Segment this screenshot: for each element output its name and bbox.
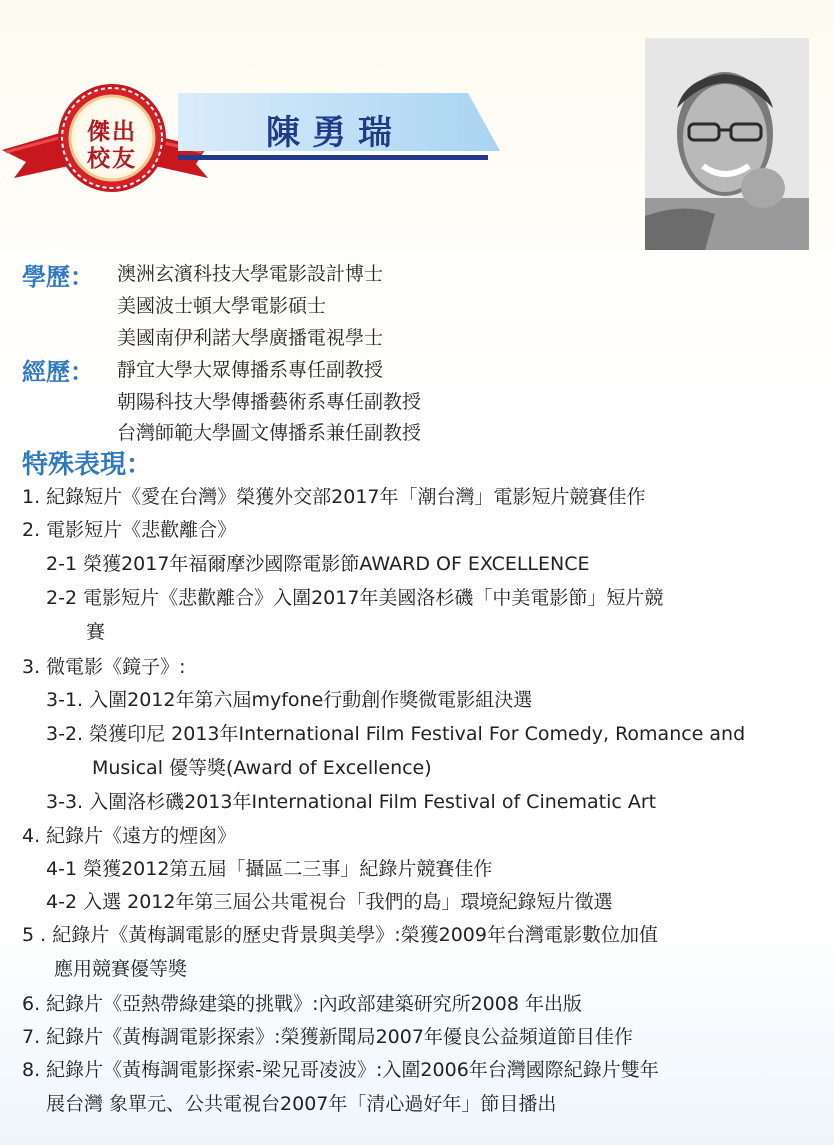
achievement-line: 2-2 電影短片《悲歡離合》入圍2017年美國洛杉磯「中美電影節」短片競 [46, 587, 664, 609]
badge-line-2: 校友 [87, 145, 137, 172]
education-item: 美國波士頓大學電影碩士 [117, 295, 327, 317]
achievement-line: 應用競賽優等獎 [54, 958, 188, 980]
achievement-line: 3-1. 入圍2012年第六屆myfone行動創作獎微電影組決選 [46, 689, 533, 711]
badge-line-1: 傑出 [87, 118, 137, 145]
achievement-line: 3-3. 入圍洛杉磯2013年International Film Festival of Cinematic Art [46, 791, 657, 813]
person-photo-icon [645, 38, 809, 250]
achievement-line: 2-1 榮獲2017年福爾摩沙國際電影節AWARD OF EXCELLENCE [46, 553, 590, 575]
achievement-line: 4. 紀錄片《遠方的煙囪》 [22, 825, 237, 847]
achievement-line: Musical 優等獎(Award of Excellence) [92, 757, 432, 779]
achievement-line: 5 . 紀錄片《黃梅調電影的歷史背景與美學》:榮獲2009年台灣電影數位加值 [22, 924, 658, 946]
name-banner [178, 93, 500, 165]
person-name: 陳勇瑞 [266, 113, 404, 153]
achievement-line: 1. 紀錄短片《愛在台灣》榮獲外交部2017年「潮台灣」電影短片競賽佳作 [22, 486, 646, 508]
experience-item: 靜宜大學大眾傳播系專任副教授 [117, 359, 384, 381]
achievement-line: 4-2 入選 2012年第三屆公共電視台「我們的島」環境紀錄短片徵選 [46, 891, 613, 913]
portrait-photo [645, 38, 809, 250]
education-item: 澳洲玄濱科技大學電影設計博士 [117, 263, 384, 285]
achievement-line: 3-2. 榮獲印尼 2013年International Film Festival For Comedy, Romance and [46, 723, 746, 745]
badge-label [78, 118, 146, 172]
achievement-line: 6. 紀錄片《亞熱帶綠建築的挑戰》:內政部建築研究所2008 年出版 [22, 993, 582, 1015]
achievements-label: 特殊表現： [22, 450, 153, 480]
experience-item: 朝陽科技大學傳播藝術系專任副教授 [117, 391, 422, 413]
education-label: 學歷： [22, 263, 94, 291]
achievement-line: 4-1 榮獲2012第五屆「攝區二三事」紀錄片競賽佳作 [46, 858, 493, 880]
achievement-line: 7. 紀錄片《黃梅調電影探索》:榮獲新聞局2007年優良公益頻道節目佳作 [22, 1026, 633, 1048]
achievement-line: 3. 微電影《鏡子》: [22, 656, 186, 678]
experience-label: 經歷： [22, 358, 94, 386]
education-item: 美國南伊利諾大學廣播電視學士 [117, 327, 384, 349]
experience-item: 台灣師範大學圖文傳播系兼任副教授 [117, 422, 422, 444]
achievement-line: 2. 電影短片《悲歡離合》 [22, 519, 237, 541]
achievement-line: 賽 [86, 621, 106, 643]
achievement-line: 8. 紀錄片《黃梅調電影探索-梁兄哥凌波》:入圍2006年台灣國際紀錄片雙年 [22, 1059, 659, 1081]
achievement-line: 展台灣 象單元、公共電視台2007年「清心過好年」節目播出 [46, 1093, 557, 1115]
